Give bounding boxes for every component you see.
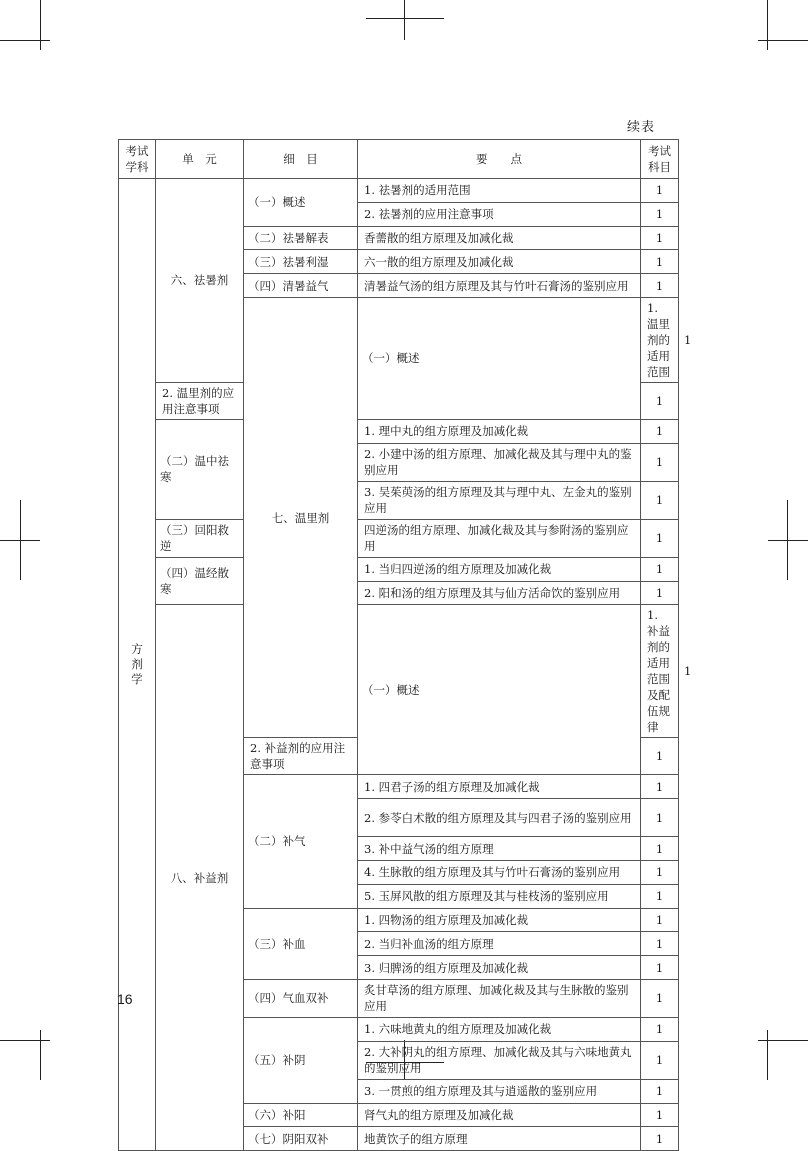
item-cell: （一）概述: [358, 297, 641, 419]
crop-mark: [40, 0, 41, 50]
point-cell: 1. 补益剂的适用范围及配伍规律: [641, 605, 679, 738]
item-cell: （三）祛暑利湿: [244, 250, 358, 274]
crop-mark: [40, 1030, 41, 1080]
table-row: [119, 557, 679, 581]
item-cell: （二）祛暑解表: [244, 226, 358, 250]
point-cell: 5. 玉屏风散的组方原理及其与桂枝汤的鉴别应用: [358, 884, 641, 908]
point-cell: 2. 祛暑剂的应用注意事项: [358, 202, 641, 226]
item-cell: （六）补阳: [244, 1103, 358, 1127]
point-cell: 1. 四物汤的组方原理及加减化裁: [358, 908, 641, 932]
table-row: 八、补益剂 （一）概述 1. 补益剂的适用范围及配伍规律 1: [119, 605, 679, 738]
point-cell: 2. 补益剂的应用注意事项: [244, 738, 358, 775]
item-cell: （七）阴阳双补: [244, 1127, 358, 1151]
header-subject: 考试学科: [119, 140, 156, 179]
exam-cell: 1: [641, 443, 679, 481]
exam-cell: 1: [641, 226, 679, 250]
exam-cell: 1: [641, 956, 679, 980]
crop-mark: [768, 540, 808, 541]
point-cell: 2. 大补阴丸的组方原理、加减化裁及其与六味地黄丸的鉴别应用: [358, 1041, 641, 1079]
subject-cell: 方剂学: [119, 179, 156, 1151]
page-number: 16: [117, 991, 133, 1007]
point-cell: 香薷散的组方原理及加减化裁: [358, 226, 641, 250]
item-cell: （一）概述: [358, 605, 641, 775]
crop-mark: [758, 40, 808, 41]
exam-cell: 1: [641, 884, 679, 908]
crop-mark: [758, 1040, 808, 1041]
point-cell: 2. 小建中汤的组方原理、加减化裁及其与理中丸的鉴别应用: [358, 443, 641, 481]
crop-mark: [0, 1040, 50, 1041]
point-cell: 地黄饮子的组方原理: [358, 1127, 641, 1151]
point-cell: 2. 温里剂的应用注意事项: [156, 382, 244, 419]
unit-cell: 七、温里剂: [244, 297, 358, 737]
item-cell: （二）温中祛寒: [156, 419, 244, 519]
crop-mark: [0, 40, 50, 41]
point-cell: 4. 生脉散的组方原理及其与竹叶石膏汤的鉴别应用: [358, 860, 641, 884]
point-cell: 1. 四君子汤的组方原理及加减化裁: [358, 775, 641, 799]
exam-cell: 1: [641, 519, 679, 557]
crop-mark: [20, 500, 21, 580]
point-cell: 清暑益气汤的组方原理及其与竹叶石膏汤的鉴别应用: [358, 274, 641, 298]
point-cell: 四逆汤的组方原理、加减化裁及其与参附汤的鉴别应用: [358, 519, 641, 557]
exam-cell: 1: [641, 908, 679, 932]
point-cell: 1. 六味地黄丸的组方原理及加减化裁: [358, 1017, 641, 1041]
item-cell: （三）补血: [244, 908, 358, 979]
exam-cell: 1: [641, 202, 679, 226]
exam-cell: 1: [641, 382, 679, 419]
exam-cell: 1: [641, 738, 679, 775]
point-cell: 3. 吴茱萸汤的组方原理及其与理中丸、左金丸的鉴别应用: [358, 481, 641, 519]
crop-mark: [767, 1030, 768, 1080]
crop-mark: [366, 18, 444, 19]
exam-cell: 1: [641, 979, 679, 1017]
exam-cell: 1: [641, 581, 679, 605]
exam-cell: 1: [641, 1079, 679, 1103]
point-cell: 1. 温里剂的适用范围: [641, 297, 679, 382]
exam-cell: 1: [641, 837, 679, 861]
header-unit: 单 元: [156, 140, 244, 179]
exam-cell: 1: [641, 419, 679, 443]
exam-cell: 1: [641, 481, 679, 519]
table-row: [119, 519, 679, 557]
header-row: [119, 140, 679, 179]
unit-cell: 八、补益剂: [156, 605, 244, 1151]
table-row: [119, 179, 679, 203]
point-cell: 炙甘草汤的组方原理、加减化裁及其与生脉散的鉴别应用: [358, 979, 641, 1017]
header-point: 要 点: [358, 140, 641, 179]
item-cell: （二）补气: [244, 775, 358, 908]
continued-label: 续表: [627, 120, 656, 135]
exam-cell: 1: [641, 1103, 679, 1127]
crop-mark: [787, 500, 788, 580]
point-cell: 2. 当归补血汤的组方原理: [358, 932, 641, 956]
syllabus-table: [118, 139, 692, 1151]
item-cell: （四）清暑益气: [244, 274, 358, 298]
point-cell: 1. 理中丸的组方原理及加减化裁: [358, 419, 641, 443]
exam-cell: 1: [641, 860, 679, 884]
point-cell: 六一散的组方原理及加减化裁: [358, 250, 641, 274]
exam-cell: 1: [641, 274, 679, 298]
point-cell: 肾气丸的组方原理及加减化裁: [358, 1103, 641, 1127]
point-cell: 1. 当归四逆汤的组方原理及加减化裁: [358, 557, 641, 581]
point-cell: 1. 祛暑剂的适用范围: [358, 179, 641, 203]
crop-mark: [404, 0, 405, 40]
unit-cell: 六、祛暑剂: [156, 179, 244, 383]
exam-cell: 1: [641, 1127, 679, 1151]
point-cell: 3. 归脾汤的组方原理及加减化裁: [358, 956, 641, 980]
point-cell: 3. 补中益气汤的组方原理: [358, 837, 641, 861]
exam-cell: 1: [641, 1041, 679, 1079]
item-cell: （五）补阴: [244, 1017, 358, 1103]
exam-cell: 1: [641, 932, 679, 956]
exam-cell: 1: [641, 1017, 679, 1041]
header-exam: 考试科目: [641, 140, 679, 179]
point-cell: 3. 一贯煎的组方原理及其与逍遥散的鉴别应用: [358, 1079, 641, 1103]
exam-cell: 1: [641, 775, 679, 799]
item-cell: （四）气血双补: [244, 979, 358, 1017]
point-cell: 2. 阳和汤的组方原理及其与仙方活命饮的鉴别应用: [358, 581, 641, 605]
table-row: [119, 419, 679, 443]
exam-cell: 1: [641, 799, 679, 837]
table-row: 七、温里剂 （一）概述 1. 温里剂的适用范围 1: [119, 297, 679, 382]
item-cell: （四）温经散寒: [156, 557, 244, 605]
exam-cell: 1: [641, 557, 679, 581]
crop-mark: [767, 0, 768, 50]
item-cell: （一）概述: [244, 179, 358, 227]
exam-cell: 1: [641, 250, 679, 274]
header-item: 细 目: [244, 140, 358, 179]
exam-cell: 1: [641, 179, 679, 203]
point-cell: 2. 参苓白术散的组方原理及其与四君子汤的鉴别应用: [358, 799, 641, 837]
item-cell: （三）回阳救逆: [156, 519, 244, 557]
